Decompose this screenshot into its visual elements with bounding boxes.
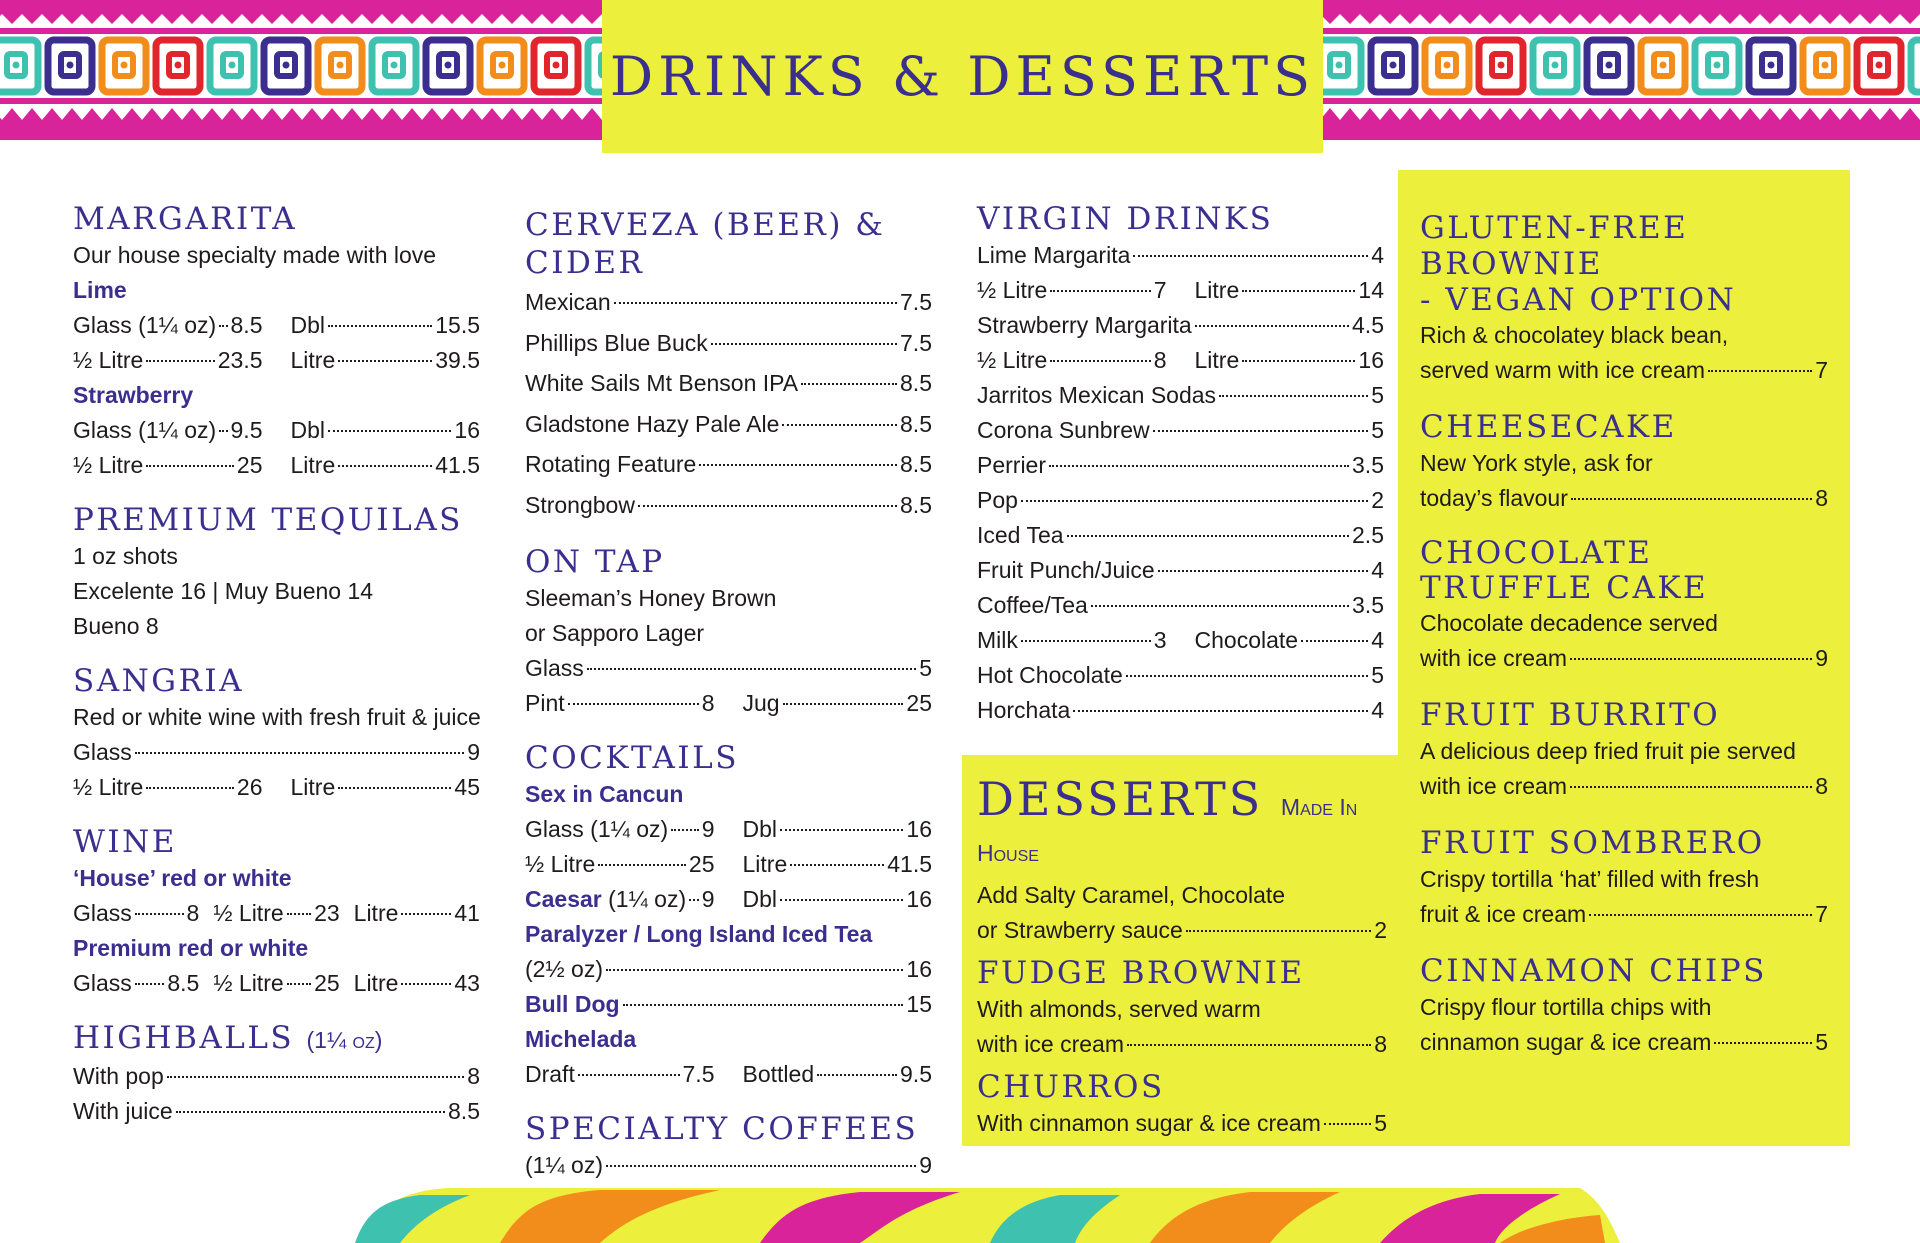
price-pair: [525, 812, 932, 847]
menu-item: Litre 41.5: [290, 452, 480, 478]
on-tap-line: or Sapporo Lager: [525, 620, 705, 646]
dessert-description: Crispy flour tortilla chips with: [1420, 994, 1712, 1020]
dessert-description: Rich & chocolatey black bean,: [1420, 322, 1729, 348]
menu-item: Hot Chocolate 5: [977, 662, 1384, 688]
decorative-banner-left: [0, 0, 602, 140]
sangria-description: Red or white wine with fresh fruit & juice: [73, 704, 481, 730]
decorative-banner-right: [1323, 0, 1920, 140]
margarita-description: Our house specialty made with love: [73, 242, 437, 268]
menu-item: Glass 9: [73, 739, 480, 765]
price-pair: [977, 623, 1384, 658]
column-1: [73, 200, 480, 1129]
section-title-gluten-free-brownie: GLUTEN-FREE BROWNIE - VEGAN OPTION: [1420, 210, 1737, 318]
cocktail-name: Paralyzer / Long Island Iced Tea: [525, 921, 873, 947]
section-title-fruit-sombrero: FRUIT SOMBRERO: [1420, 825, 1765, 861]
menu-item: Litre 14: [1194, 277, 1384, 303]
price-pair: [977, 343, 1384, 378]
menu-item: Bull Dog 15: [525, 991, 932, 1017]
menu-item: Horchata 4: [977, 697, 1384, 723]
menu-item: Glass (1¼ oz) 9: [525, 816, 715, 842]
price-pair: [525, 1057, 932, 1092]
virgin-list: [977, 378, 1384, 623]
section-title-sangria: SANGRIA: [73, 663, 244, 699]
title-box: [602, 0, 1323, 153]
tequila-line: Bueno 8: [73, 613, 159, 639]
section-title-on-tap: ON TAP: [525, 544, 665, 580]
menu-item: Mexican 7.5: [525, 289, 932, 315]
section-title-tequilas: PREMIUM TEQUILAS: [73, 502, 463, 538]
menu-item: Rotating Feature 8.5: [525, 451, 932, 477]
menu-item: Strongbow 8.5: [525, 491, 932, 518]
price-pair: [73, 343, 480, 378]
price-pair: [977, 273, 1384, 308]
section-title-virgin: VIRGIN DRINKS: [977, 201, 1274, 237]
menu-item: Corona Sunbrew 5: [977, 417, 1384, 443]
menu-item: Fruit Punch/Juice 4: [977, 557, 1384, 583]
section-title-beer: CERVEZA (BEER) & CIDER: [525, 207, 886, 281]
wine-house-label: ‘House’ red or white: [73, 865, 292, 891]
menu-item: Gladstone Hazy Pale Ale 8.5: [525, 410, 932, 437]
dessert-description: A delicious deep fried fruit pie served: [1420, 738, 1796, 764]
menu-item: Glass 5: [525, 655, 932, 681]
menu-item: cinnamon sugar & ice cream 5: [1420, 1029, 1828, 1055]
menu-item: today’s flavour 8: [1420, 485, 1828, 511]
menu-item: Litre 16: [1194, 347, 1384, 373]
price-pair: [73, 770, 480, 805]
menu-item: Jug 25: [742, 690, 932, 716]
menu-item: Dbl 15.5: [290, 312, 480, 338]
beer-list: [525, 282, 932, 525]
section-title-margarita: MARGARITA: [73, 201, 298, 237]
menu-item: Litre 41.5: [742, 851, 932, 877]
price-pair: [73, 448, 480, 483]
menu-item: ½ Litre 7: [977, 277, 1167, 303]
menu-item: ½ Litre 25: [73, 452, 263, 478]
menu-item: With cinnamon sugar & ice cream 5: [977, 1110, 1387, 1136]
tequila-line: 1 oz shots: [73, 543, 178, 569]
column-3: [977, 200, 1384, 728]
menu-item: ½ Litre 23: [213, 900, 340, 926]
menu-item: Coffee/Tea 3.5: [977, 592, 1384, 618]
menu-item: Glass (1¼ oz) 9.5: [73, 417, 263, 443]
menu-item: Litre 39.5: [290, 347, 480, 373]
column-2: [525, 206, 932, 1183]
menu-item: Caesar (1¼ oz) 9: [525, 886, 715, 912]
cocktail-name: Sex in Cancun: [525, 781, 684, 807]
cocktail-name: Michelada: [525, 1026, 637, 1052]
menu-item: ½ Litre 25: [525, 851, 715, 877]
section-title-desserts: DESSERTS Made In House: [977, 772, 1358, 866]
menu-item: Glass 8: [73, 900, 200, 926]
section-title-highballs: HIGHBALLS (1¼ oz): [73, 1020, 383, 1056]
decorative-bottom-swirls: [0, 1180, 1920, 1243]
section-title-fudge-brownie: FUDGE BROWNIE: [977, 955, 1305, 991]
menu-item: with ice cream 8: [977, 1031, 1387, 1057]
price-pair: [525, 882, 932, 917]
menu-item: Glass (1¼ oz) 8.5: [73, 312, 263, 338]
menu-item: (2½ oz) 16: [525, 956, 932, 982]
price-pair: [525, 686, 932, 721]
menu-item: Dbl 16: [742, 816, 932, 842]
menu-item: with ice cream 9: [1420, 645, 1828, 671]
menu-item: Jarritos Mexican Sodas 5: [977, 382, 1384, 408]
menu-item: or Strawberry sauce 2: [977, 917, 1387, 943]
margarita-strawberry-label: Strawberry: [73, 382, 194, 408]
section-title-cinnamon-chips: CINNAMON CHIPS: [1420, 953, 1767, 989]
price-triple: [73, 966, 480, 1001]
on-tap-line: Sleeman’s Honey Brown: [525, 585, 777, 611]
menu-item: Pint 8: [525, 690, 715, 716]
menu-item: Perrier 3.5: [977, 452, 1384, 478]
section-title-churros: CHURROS: [977, 1069, 1165, 1105]
dessert-description: Crispy tortilla ‘hat’ filled with fresh: [1420, 866, 1760, 892]
menu-item: Phillips Blue Buck 7.5: [525, 329, 932, 356]
menu-item: Lime Margarita 4: [977, 242, 1384, 268]
menu-item: Chocolate 4: [1194, 627, 1384, 653]
price-pair: [73, 413, 480, 448]
page-title: DRINKS & DESSERTS: [609, 45, 1316, 108]
desserts-section: [977, 772, 1387, 1141]
menu-item: Litre 43: [353, 970, 480, 996]
dessert-sauce-line: Add Salty Caramel, Chocolate: [977, 882, 1286, 908]
menu-item: Draft 7.5: [525, 1061, 715, 1087]
section-title-coffees: SPECIALTY COFFEES: [525, 1111, 919, 1147]
section-title-cheesecake: CHEESECAKE: [1420, 409, 1677, 445]
dessert-description: New York style, ask for: [1420, 450, 1653, 476]
menu-item: ½ Litre 26: [73, 774, 263, 800]
menu-item: Iced Tea 2.5: [977, 522, 1384, 548]
menu-item: With juice 8.5: [73, 1098, 480, 1124]
menu-item: Litre 41: [353, 900, 480, 926]
dessert-description: Chocolate decadence served: [1420, 610, 1718, 636]
margarita-lime-label: Lime: [73, 277, 127, 303]
column-4: [1420, 210, 1828, 1060]
menu-item: With pop 8: [73, 1063, 480, 1089]
price-pair: [525, 847, 932, 882]
menu-item: Glass 8.5: [73, 970, 200, 996]
menu-item: served warm with ice cream 7: [1420, 357, 1828, 383]
menu-item: Bottled 9.5: [742, 1061, 932, 1087]
menu-item: with ice cream 8: [1420, 773, 1828, 799]
price-pair: [73, 308, 480, 343]
menu-item: Dbl 16: [290, 417, 480, 443]
section-title-truffle-cake: CHOCOLATE TRUFFLE CAKE: [1420, 535, 1709, 606]
menu-item: White Sails Mt Benson IPA 8.5: [525, 370, 932, 396]
price-triple: [73, 896, 480, 931]
menu-item: ½ Litre 23.5: [73, 347, 263, 373]
section-title-cocktails: COCKTAILS: [525, 740, 739, 776]
menu-item: Strawberry Margarita 4.5: [977, 312, 1384, 338]
wine-premium-label: Premium red or white: [73, 935, 309, 961]
menu-item: fruit & ice cream 7: [1420, 901, 1828, 927]
menu-item: (1¼ oz) 9: [525, 1152, 932, 1178]
menu-item: Pop 2: [977, 487, 1384, 513]
menu-item: Milk 3: [977, 627, 1167, 653]
section-title-fruit-burrito: FRUIT BURRITO: [1420, 697, 1721, 733]
menu-item: ½ Litre 8: [977, 347, 1167, 373]
menu-item: Litre 45: [290, 774, 480, 800]
section-title-wine: WINE: [73, 824, 177, 860]
tequila-line: Excelente 16 | Muy Bueno 14: [73, 578, 374, 604]
dessert-description: With almonds, served warm: [977, 996, 1261, 1022]
menu-item: Dbl 16: [742, 886, 932, 912]
menu-item: ½ Litre 25: [213, 970, 340, 996]
